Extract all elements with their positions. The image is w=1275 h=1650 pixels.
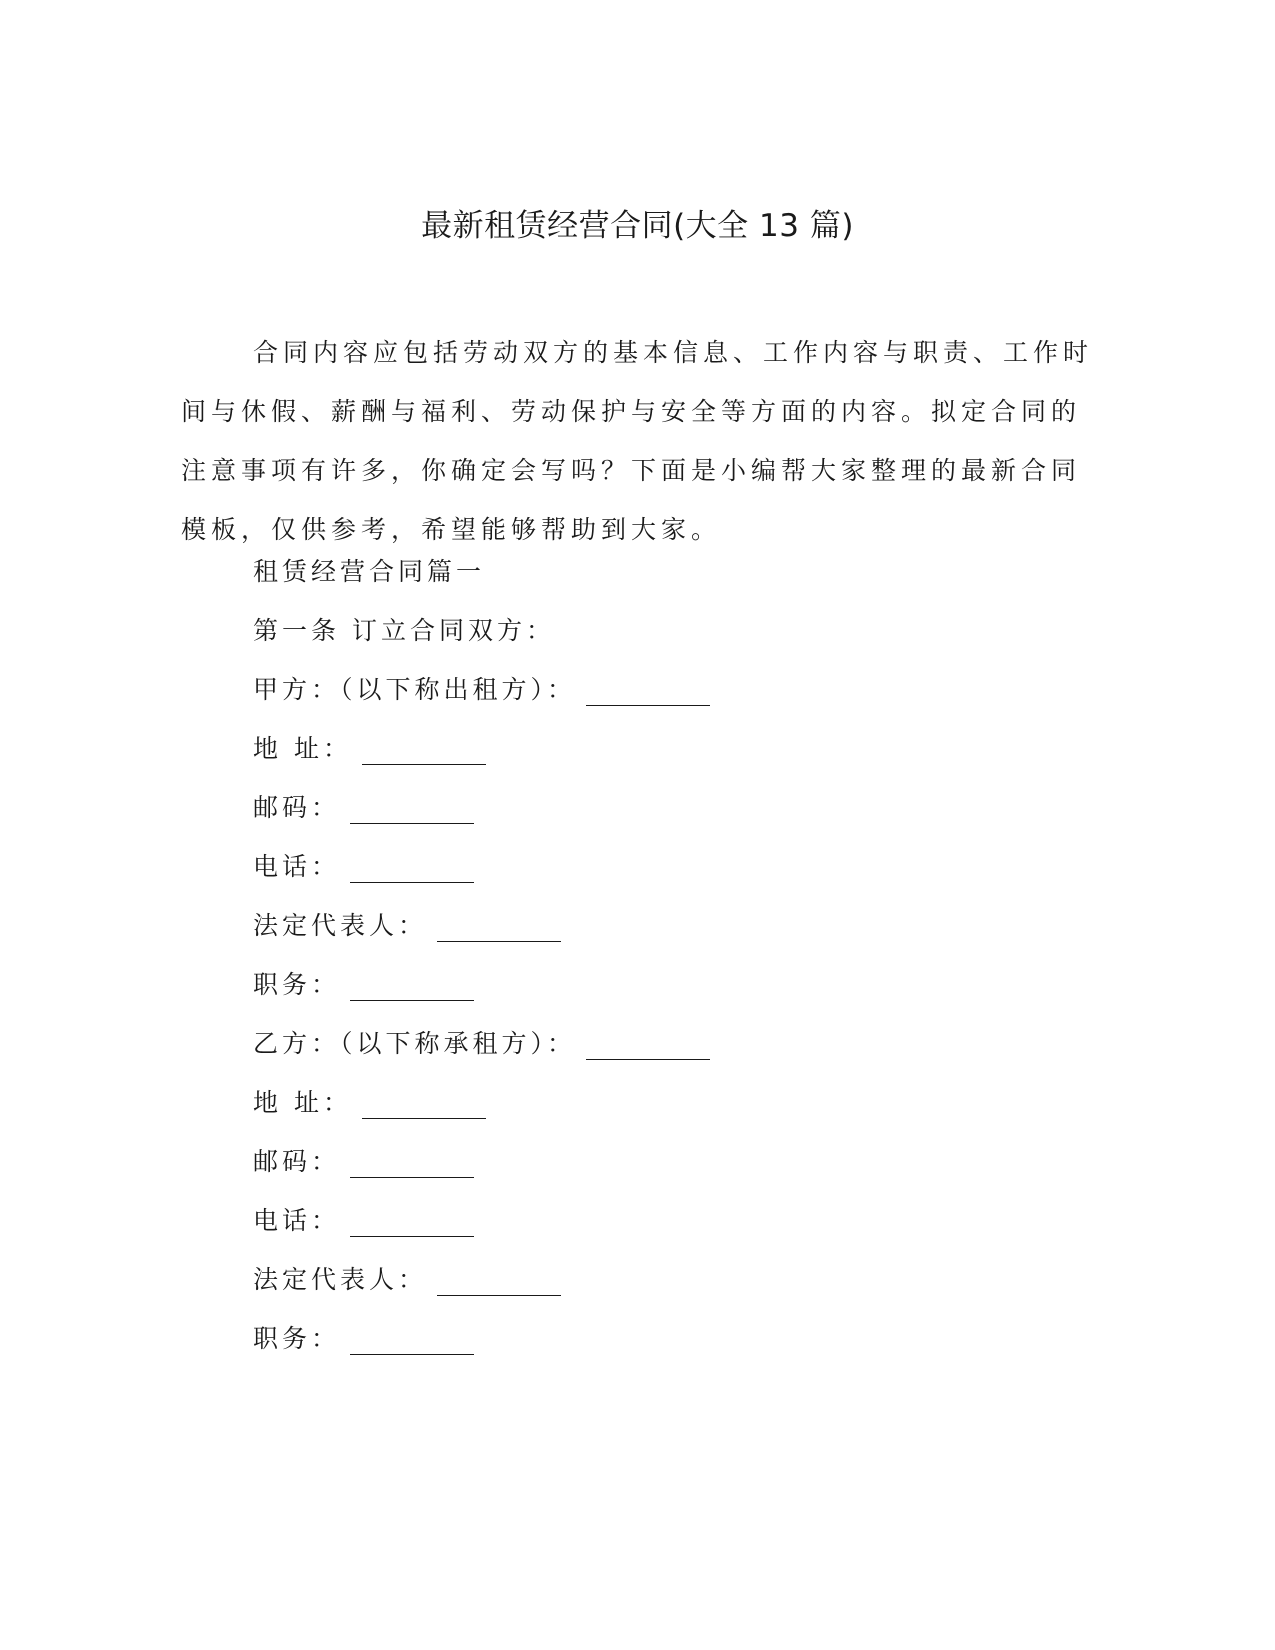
intro-paragraph xyxy=(0,323,1093,559)
party-a-phone-blank xyxy=(350,854,474,883)
party-b-legal-rep-line: 法定代表人： xyxy=(253,1259,710,1318)
article-1-heading: 第一条 订立合同双方： xyxy=(253,616,555,645)
party-a-postcode-line: 邮码： xyxy=(253,787,710,846)
party-a-blank xyxy=(586,677,710,706)
party-b-phone-blank xyxy=(350,1208,474,1237)
party-b-address-line: 地 址： xyxy=(253,1082,710,1141)
party-a-line: 甲方：（以下称出租方）： xyxy=(253,669,710,728)
party-b-address-blank xyxy=(362,1090,486,1119)
contract-body xyxy=(253,551,710,1377)
party-b-legal-rep-blank xyxy=(437,1267,561,1296)
intro-line-2: 间与休假、薪酬与福利、劳动保护与安全等方面的内容。拟定合同的 xyxy=(181,397,1082,426)
party-a-address-line: 地 址： xyxy=(253,728,710,787)
intro-line-4: 模板，仅供参考，希望能够帮助到大家。 xyxy=(181,515,722,544)
document-title: 最新租赁经营合同(大全 13 篇) xyxy=(421,208,854,244)
intro-line-1: 合同内容应包括劳动双方的基本信息、工作内容与职责、工作时 xyxy=(253,338,1094,367)
party-b-position-line: 职务： xyxy=(253,1318,710,1377)
party-b-blank xyxy=(586,1031,710,1060)
party-b-line: 乙方：（以下称承租方）： xyxy=(253,1023,710,1082)
party-b-postcode-blank xyxy=(350,1149,474,1178)
party-a-phone-line: 电话： xyxy=(253,846,710,905)
party-b-phone-line: 电话： xyxy=(253,1200,710,1259)
party-a-legal-rep-blank xyxy=(437,913,561,942)
party-a-postcode-blank xyxy=(350,795,474,824)
party-b-position-blank xyxy=(350,1326,474,1355)
party-b-postcode-line: 邮码： xyxy=(253,1141,710,1200)
party-a-position-line: 职务： xyxy=(253,964,710,1023)
party-a-position-blank xyxy=(350,972,474,1001)
party-a-legal-rep-line: 法定代表人： xyxy=(253,905,710,964)
intro-line-3: 注意事项有许多，你确定会写吗？下面是小编帮大家整理的最新合同 xyxy=(181,456,1082,485)
party-a-address-blank xyxy=(362,736,486,765)
section-title: 租赁经营合同篇一 xyxy=(253,557,486,586)
